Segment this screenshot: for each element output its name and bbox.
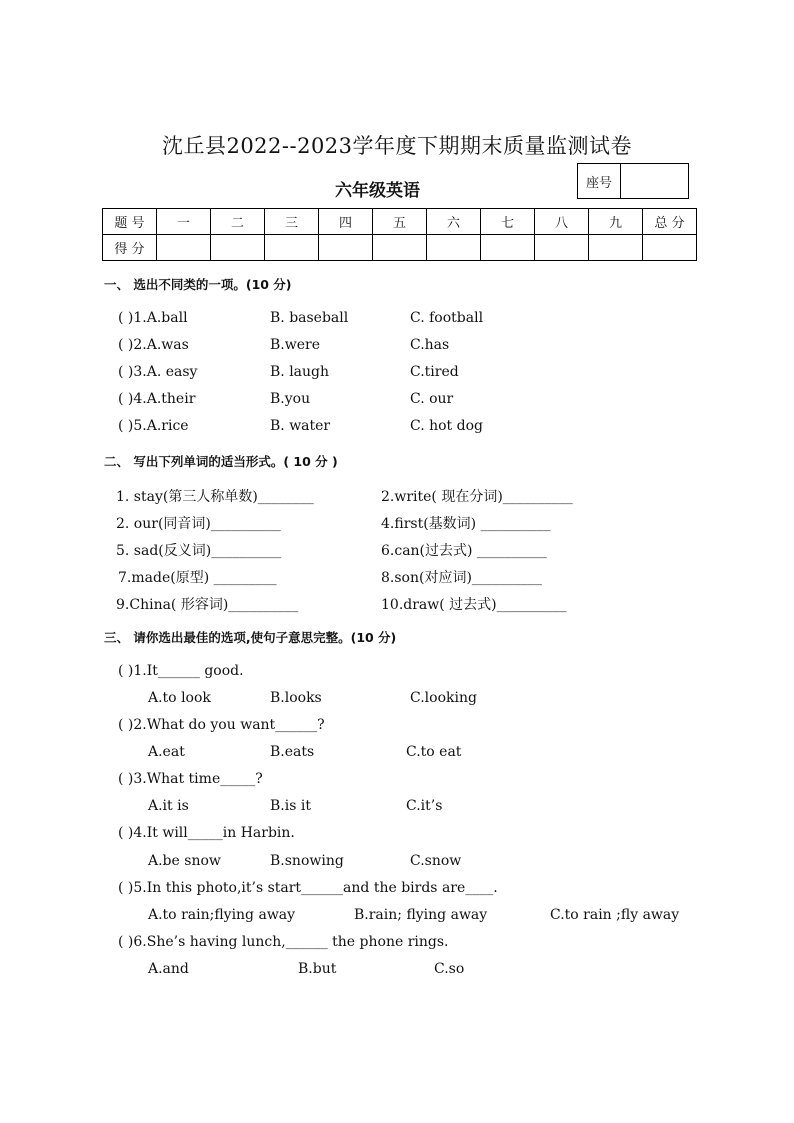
- score-header-cell: 总 分: [643, 209, 697, 235]
- s1-item-2-stem: ( )2.A.was: [118, 337, 189, 353]
- score-header-cell: 一: [157, 209, 211, 235]
- score-field[interactable]: [373, 235, 427, 261]
- s2-item-right: 8.son(对应词)__________: [381, 570, 542, 586]
- score-header-row: [103, 209, 697, 235]
- score-field[interactable]: [481, 235, 535, 261]
- s2-item-left: 5. sad(反义词)__________: [116, 543, 282, 559]
- s3-q6-option-b: B.but: [298, 961, 337, 977]
- seat-label: 座号: [578, 164, 621, 198]
- s3-question-4: ( )4.It will_____in Harbin.: [118, 825, 295, 841]
- score-field[interactable]: [535, 235, 589, 261]
- s1-item-4-option-c: C. our: [410, 391, 454, 407]
- s1-item-5-option-b: B. water: [270, 418, 331, 434]
- s2-item-right: 4.first(基数词) __________: [381, 516, 551, 532]
- score-table: [102, 208, 697, 261]
- s1-item-3-option-c: C.tired: [410, 364, 459, 380]
- s3-q3-option-c: C.it’s: [406, 798, 443, 814]
- score-header-cell: 九: [589, 209, 643, 235]
- score-header-cell: 题 号: [103, 209, 157, 235]
- s3-q1-option-c: C.looking: [410, 690, 477, 706]
- s1-item-4-stem: ( )4.A.their: [118, 391, 196, 407]
- seat-number-field[interactable]: [621, 164, 688, 198]
- score-field[interactable]: [265, 235, 319, 261]
- s3-q4-option-b: B.snowing: [270, 853, 344, 869]
- s1-item-1-stem: ( )1.A.ball: [118, 310, 188, 326]
- score-header-cell: 三: [265, 209, 319, 235]
- s1-item-1-option-b: B. baseball: [270, 310, 349, 326]
- s2-item-left: 7.made(原型) _________: [118, 570, 277, 586]
- s3-q1-option-b: B.looks: [270, 690, 322, 706]
- section2-heading: 二、 写出下列单词的适当形式。( 10 分 ): [104, 454, 338, 469]
- s1-item-5-stem: ( )5.A.rice: [118, 418, 189, 434]
- score-field[interactable]: [427, 235, 481, 261]
- score-header-cell: 二: [211, 209, 265, 235]
- s2-item-right: 2.write( 现在分词)__________: [381, 489, 573, 505]
- s3-q5-option-b: B.rain; flying away: [354, 907, 488, 923]
- s3-question-5: ( )5.In this photo,it’s start______and the birds are____.: [118, 880, 498, 896]
- seat-number-box: [577, 163, 689, 199]
- s3-q2-option-a: A.eat: [148, 744, 185, 760]
- s3-q2-option-b: B.eats: [270, 744, 315, 760]
- s3-q1-option-a: A.to look: [148, 690, 211, 706]
- s1-item-5-option-c: C. hot dog: [410, 418, 483, 434]
- s1-item-2-option-c: C.has: [410, 337, 450, 353]
- s3-q4-option-c: C.snow: [410, 853, 462, 869]
- score-header-cell: 七: [481, 209, 535, 235]
- score-row-label: 得 分: [103, 235, 157, 261]
- score-field[interactable]: [589, 235, 643, 261]
- s1-item-1-option-c: C. football: [410, 310, 484, 326]
- exam-title: 沈丘县2022--2023学年度下期期末质量监测试卷: [161, 134, 633, 158]
- s3-question-1: ( )1.It______ good.: [118, 663, 244, 679]
- s2-item-right: 10.draw( 过去式)__________: [381, 597, 567, 613]
- exam-subtitle: 六年级英语: [335, 181, 420, 201]
- s3-q5-option-a: A.to rain;flying away: [148, 907, 296, 923]
- s3-q4-option-a: A.be snow: [148, 853, 221, 869]
- s3-q6-option-c: C.so: [434, 961, 465, 977]
- s3-q6-option-a: A.and: [148, 961, 189, 977]
- score-header-cell: 六: [427, 209, 481, 235]
- score-field[interactable]: [211, 235, 265, 261]
- s2-item-left: 9.China( 形容词)__________: [116, 597, 299, 613]
- s3-q2-option-c: C.to eat: [406, 744, 462, 760]
- s3-q5-option-c: C.to rain ;fly away: [550, 907, 680, 923]
- s3-question-3: ( )3.What time_____?: [118, 771, 263, 787]
- s3-q3-option-a: A.it is: [148, 798, 189, 814]
- s2-item-right: 6.can(过去式) __________: [381, 543, 547, 559]
- score-value-row: [103, 235, 697, 261]
- s3-q3-option-b: B.is it: [270, 798, 311, 814]
- s2-item-left: 2. our(同音词)__________: [116, 516, 281, 532]
- score-field[interactable]: [319, 235, 373, 261]
- s3-question-2: ( )2.What do you want______?: [118, 717, 325, 733]
- score-field[interactable]: [643, 235, 697, 261]
- section1-heading: 一、 选出不同类的一项。(10 分): [104, 277, 292, 292]
- s2-item-left: 1. stay(第三人称单数)________: [116, 489, 314, 505]
- s1-item-3-option-b: B. laugh: [270, 364, 330, 380]
- s3-question-6: ( )6.She’s having lunch,______ the phone rings.: [118, 934, 449, 950]
- s1-item-3-stem: ( )3.A. easy: [118, 364, 198, 380]
- score-header-cell: 五: [373, 209, 427, 235]
- score-header-cell: 八: [535, 209, 589, 235]
- score-field[interactable]: [157, 235, 211, 261]
- s1-item-4-option-b: B.you: [270, 391, 311, 407]
- score-header-cell: 四: [319, 209, 373, 235]
- s1-item-2-option-b: B.were: [270, 337, 320, 353]
- section3-heading: 三、 请你选出最佳的选项,使句子意思完整。(10 分): [104, 630, 397, 645]
